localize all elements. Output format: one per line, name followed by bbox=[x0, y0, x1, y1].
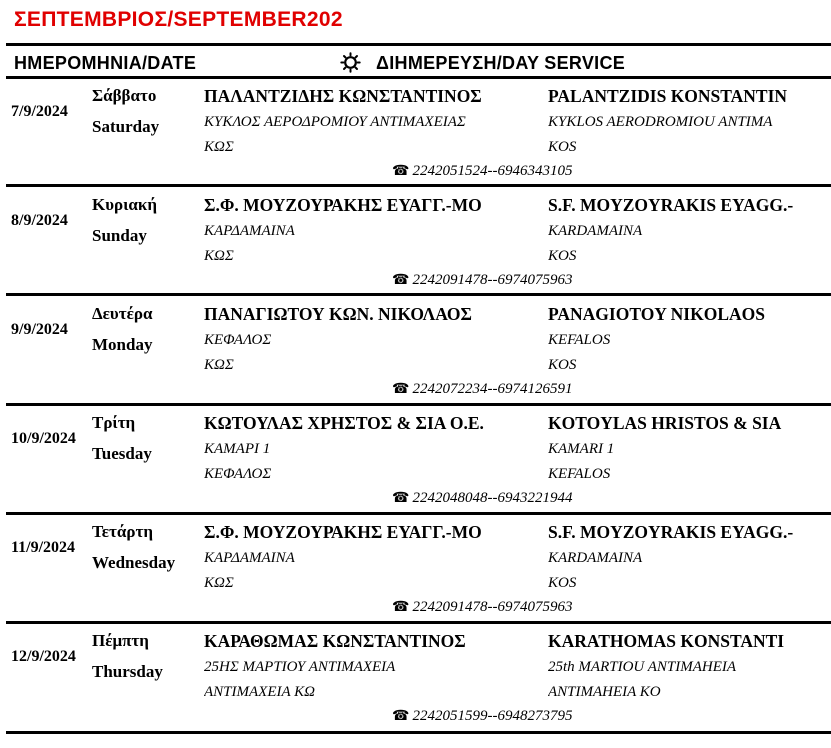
duty-entry bbox=[0, 304, 831, 414]
address-line2-greek: ΑΝΤΙΜΑΧΕΙΑ ΚΩ bbox=[204, 684, 315, 700]
pharmacy-name-english: PANAGIOTOY NIKOLAOS bbox=[548, 304, 765, 324]
divider bbox=[6, 403, 831, 406]
divider bbox=[6, 76, 831, 79]
pharmacy-name-greek: ΠΑΛΑΝΤΖΙΔΗΣ ΚΩΝΣΤΑΝΤΙΝΟΣ bbox=[204, 86, 482, 106]
duty-entry bbox=[0, 86, 831, 196]
address-line1-english: KARDAMAINA bbox=[548, 223, 643, 239]
entry-date: 12/9/2024 bbox=[11, 648, 76, 665]
address-line1-english: KYKLOS AERODROMIOU ANTIMA bbox=[548, 114, 773, 130]
phone-number: 2242091478--6974075963 bbox=[412, 272, 573, 288]
divider bbox=[6, 731, 831, 734]
phone-line[interactable] bbox=[392, 490, 572, 507]
sun-icon bbox=[340, 52, 361, 73]
address-line1-greek: ΚΕΦΑΛΟΣ bbox=[204, 332, 272, 348]
address-line1-english: 25th MARTIOU ANTIMAHEIA bbox=[548, 659, 737, 675]
date-column-header: ΗΜΕΡΟΜΗΝΙΑ/DATE bbox=[14, 53, 197, 73]
entry-day-english: Sunday bbox=[92, 226, 147, 245]
pharmacy-name-english: S.F. MOYZOYRAKIS EYAGG.- bbox=[548, 522, 794, 542]
address-line1-greek: ΚΑΡΔΑΜΑΙΝΑ bbox=[204, 550, 295, 566]
pharmacy-name-english: S.F. MOYZOYRAKIS EYAGG.- bbox=[548, 195, 794, 215]
service-column-header: ΔΙΗΜΕΡΕΥΣΗ/DAY SERVICE bbox=[376, 53, 626, 73]
divider bbox=[6, 512, 831, 515]
address-line2-english: KOS bbox=[548, 139, 577, 155]
telephone-icon: ☎ bbox=[392, 273, 410, 288]
telephone-icon: ☎ bbox=[392, 491, 410, 506]
duty-entry bbox=[0, 195, 831, 305]
address-line2-english: KOS bbox=[548, 248, 577, 264]
address-line2-greek: ΚΩΣ bbox=[204, 357, 234, 373]
pharmacy-name-english: PALANTZIDIS KONSTANTIN bbox=[548, 86, 788, 106]
address-line1-greek: ΚΥΚΛΟΣ ΑΕΡΟΔΡΟΜΙΟΥ ΑΝΤΙΜΑΧΕΙΑΣ bbox=[204, 114, 466, 130]
entry-day-greek: Δευτέρα bbox=[92, 304, 153, 323]
address-line2-english: KOS bbox=[548, 575, 577, 591]
phone-line[interactable] bbox=[392, 599, 572, 616]
duty-entry bbox=[0, 413, 831, 523]
pharmacy-name-english: KARATHOMAS KONSTANTI bbox=[548, 631, 785, 651]
address-line1-english: KARDAMAINA bbox=[548, 550, 643, 566]
entry-day-greek: Σάββατο bbox=[92, 86, 157, 105]
entry-date: 7/9/2024 bbox=[11, 103, 68, 120]
duty-entry bbox=[0, 631, 831, 741]
pharmacy-name-greek: ΠΑΝΑΓΙΩΤΟΥ ΚΩΝ. ΝΙΚΟΛΑΟΣ bbox=[204, 304, 472, 324]
entry-day-greek: Πέμπτη bbox=[92, 631, 149, 650]
page-title: ΣΕΠΤΕΜΒΡΙΟΣ/SEPTEMBER202 bbox=[14, 8, 343, 31]
phone-number: 2242091478--6974075963 bbox=[412, 599, 573, 615]
entry-day-english: Saturday bbox=[92, 117, 160, 136]
phone-line[interactable] bbox=[392, 272, 572, 289]
phone-line[interactable] bbox=[392, 708, 572, 725]
address-line2-greek: ΚΕΦΑΛΟΣ bbox=[204, 466, 272, 482]
telephone-icon: ☎ bbox=[392, 164, 410, 179]
divider bbox=[6, 621, 831, 624]
phone-number: 2242051524--6946343105 bbox=[412, 163, 573, 179]
pharmacy-name-greek: Σ.Φ. ΜΟΥΖΟΥΡΑΚΗΣ ΕΥΑΓΓ.-ΜΟ bbox=[204, 522, 482, 542]
address-line1-greek: 25ΗΣ ΜΑΡΤΙΟΥ ΑΝΤΙΜΑΧΕΙΑ bbox=[204, 659, 396, 675]
duty-entry bbox=[0, 522, 831, 632]
entry-date: 10/9/2024 bbox=[11, 430, 76, 447]
address-line2-greek: ΚΩΣ bbox=[204, 139, 234, 155]
pharmacy-name-greek: ΚΑΡΑΘΩΜΑΣ ΚΩΝΣΤΑΝΤΙΝΟΣ bbox=[204, 631, 466, 651]
pharmacy-name-greek: ΚΩΤΟΥΛΑΣ ΧΡΗΣΤΟΣ & ΣΙΑ Ο.Ε. bbox=[204, 413, 484, 433]
entry-day-english: Tuesday bbox=[92, 444, 152, 463]
phone-number: 2242072234--6974126591 bbox=[412, 381, 573, 397]
pharmacy-name-greek: Σ.Φ. ΜΟΥΖΟΥΡΑΚΗΣ ΕΥΑΓΓ.-ΜΟ bbox=[204, 195, 482, 215]
entry-day-english: Wednesday bbox=[92, 553, 176, 572]
divider bbox=[6, 293, 831, 296]
phone-number: 2242051599--6948273795 bbox=[412, 708, 573, 724]
entry-day-greek: Κυριακή bbox=[92, 195, 157, 214]
telephone-icon: ☎ bbox=[392, 600, 410, 615]
entry-date: 11/9/2024 bbox=[11, 539, 76, 556]
address-line1-english: KAMARI 1 bbox=[548, 441, 615, 457]
divider bbox=[6, 43, 831, 46]
phone-line[interactable] bbox=[392, 381, 572, 398]
address-line2-greek: ΚΩΣ bbox=[204, 575, 234, 591]
address-line1-greek: ΚΑΡΔΑΜΑΙΝΑ bbox=[204, 223, 295, 239]
address-line1-greek: ΚΑΜΑΡΙ 1 bbox=[204, 441, 271, 457]
entry-date: 8/9/2024 bbox=[11, 212, 68, 229]
entry-day-english: Monday bbox=[92, 335, 153, 354]
entry-date: 9/9/2024 bbox=[11, 321, 68, 338]
address-line2-english: KOS bbox=[548, 357, 577, 373]
entry-day-greek: Τρίτη bbox=[92, 413, 136, 432]
address-line2-english: KEFALOS bbox=[548, 466, 611, 482]
telephone-icon: ☎ bbox=[392, 709, 410, 724]
phone-number: 2242048048--6943221944 bbox=[412, 490, 573, 506]
divider bbox=[6, 184, 831, 187]
address-line2-greek: ΚΩΣ bbox=[204, 248, 234, 264]
phone-line[interactable] bbox=[392, 163, 572, 180]
entry-day-english: Thursday bbox=[92, 662, 163, 681]
pharmacy-name-english: KOTOYLAS HRISTOS & SIA bbox=[548, 413, 782, 433]
address-line2-english: ANTIMAHEIA KO bbox=[548, 684, 661, 700]
address-line1-english: KEFALOS bbox=[548, 332, 611, 348]
entry-day-greek: Τετάρτη bbox=[92, 522, 153, 541]
telephone-icon: ☎ bbox=[392, 382, 410, 397]
